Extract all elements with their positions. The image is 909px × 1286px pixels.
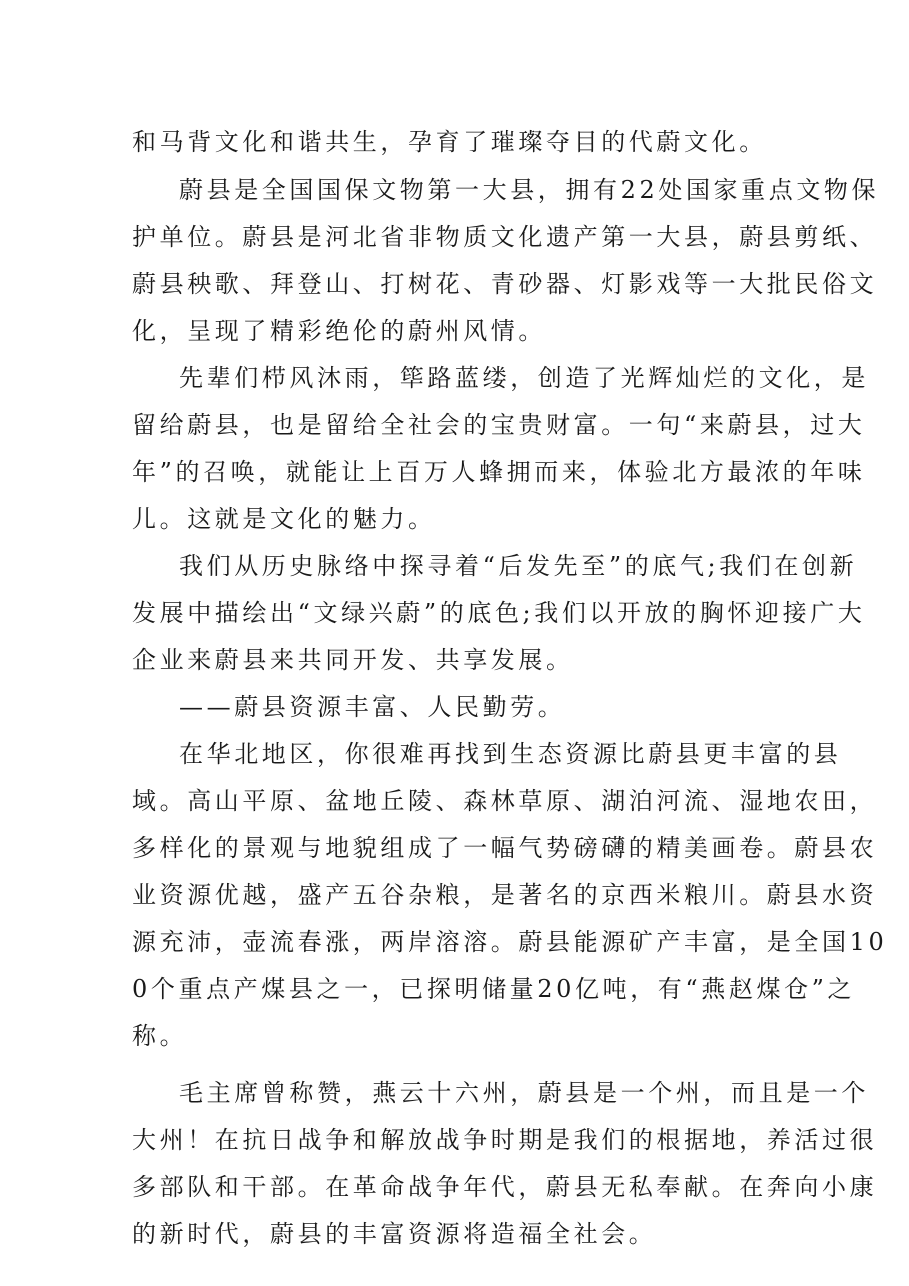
text-line: 的新时代，蔚县的丰富资源将造福全社会。 [132, 1220, 657, 1248]
text-line: 称。 [132, 1022, 188, 1050]
text-line: 域。高山平原、盆地丘陵、森林草原、湖泊河流、湿地农田， [132, 787, 878, 815]
text-line: 在华北地区，你很难再找到生态资源比蔚县更丰富的县 [179, 740, 842, 768]
text-line: 先辈们栉风沐雨，筚路蓝缕，创造了光辉灿烂的文化，是 [179, 364, 869, 392]
text-line: 儿。这就是文化的魅力。 [132, 505, 436, 533]
text-line: 年”的召唤，就能让上百万人蜂拥而来，体验北方最浓的年味 [132, 458, 866, 486]
text-line: 留给蔚县，也是留给全社会的宝贵财富。一句“来蔚县，过大 [132, 411, 866, 439]
text-line: 化，呈现了精彩绝伦的蔚州风情。 [132, 317, 546, 345]
text-line: 多样化的景观与地貌组成了一幅气势磅礴的精美画卷。蔚县农 [132, 834, 878, 862]
text-line: 0个重点产煤县之一，已探明储量20亿吨，有“燕赵煤仓”之 [132, 975, 856, 1003]
section-heading: ——蔚县资源丰富、人民勤劳。 [179, 693, 566, 721]
text-line: 毛主席曾称赞，燕云十六州，蔚县是一个州，而且是一个 [179, 1079, 869, 1107]
text-line: 蔚县秧歌、拜登山、打树花、青砂器、灯影戏等一大批民俗文 [132, 270, 878, 298]
text-line: 源充沛，壶流春涨，两岸溶溶。蔚县能源矿产丰富，是全国10 [132, 928, 888, 956]
text-line: 和马背文化和谐共生，孕育了璀璨夺目的代蔚文化。 [132, 128, 767, 156]
text-line: 大州！在抗日战争和解放战争时期是我们的根据地，养活过很 [132, 1126, 878, 1154]
text-line: 护单位。蔚县是河北省非物质文化遗产第一大县，蔚县剪纸、 [132, 223, 878, 251]
text-line: 我们从历史脉络中探寻着“后发先至”的底气;我们在创新 [179, 552, 858, 580]
text-line: 蔚县是全国国保文物第一大县，拥有22处国家重点文物保 [179, 176, 880, 204]
text-line: 企业来蔚县来共同开发、共享发展。 [132, 646, 574, 674]
text-line: 发展中描绘出“文绿兴蔚”的底色;我们以开放的胸怀迎接广大 [132, 599, 866, 627]
text-line: 业资源优越，盛产五谷杂粮，是著名的京西米粮川。蔚县水资 [132, 881, 878, 909]
text-line: 多部队和干部。在革命战争年代，蔚县无私奉献。在奔向小康 [132, 1173, 878, 1201]
